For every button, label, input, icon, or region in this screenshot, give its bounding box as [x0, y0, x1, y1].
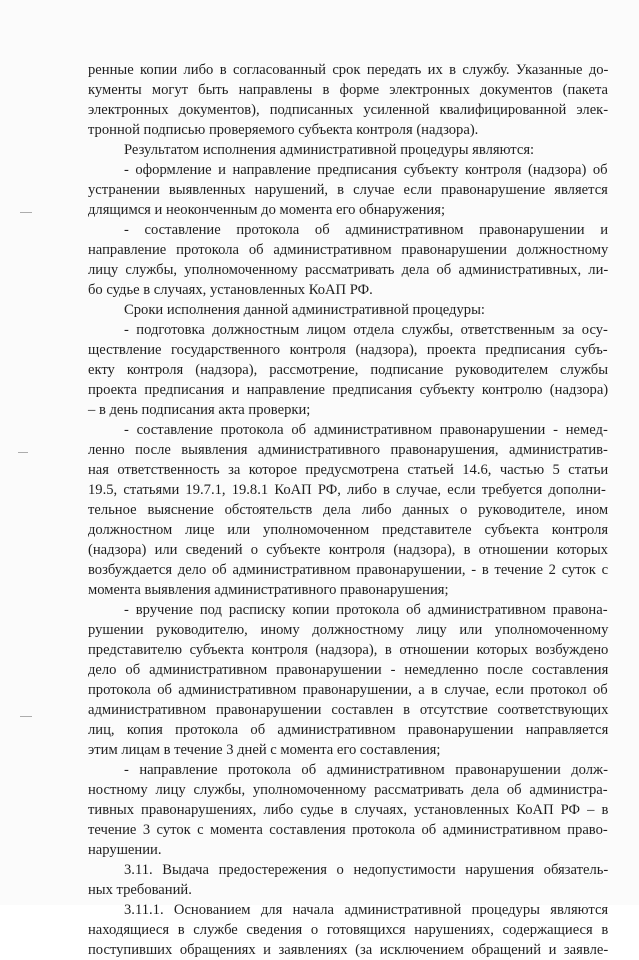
text-line: ленно после выявления административного правонарушения, административ-: [88, 442, 608, 458]
text-line: ная ответственность за которое предусмотрена статьей 14.6, частью 5 статьи: [88, 462, 609, 478]
text-line: ществление государственного контроля (надзора), проекта предписания субъ-: [88, 342, 608, 358]
text-line: (надзора) или сведений о субъекте контроля (надзора), в отношении которых: [88, 542, 608, 558]
text-line: - направление протокола об административном правонарушении долж-: [124, 762, 608, 778]
text-line: возбуждается дело об административном правонарушении, - в течение 2 суток с: [88, 562, 609, 578]
text-line: направление протокола об административном правонарушении должностному: [88, 242, 609, 258]
document-body: [88, 60, 608, 960]
text-line: тронной подписью проверяемого субъекта контроля (надзора).: [88, 122, 479, 138]
text-line: устранении выявленных нарушений, в случае если правонарушение является: [88, 182, 608, 198]
text-line: 19.5, статьями 19.7.1, 19.8.1 КоАП РФ, либо в случае, если требуется дополни-: [88, 482, 606, 498]
text-line: течение 3 суток с момента составления протокола об административном право-: [88, 822, 608, 838]
text-line: административном правонарушении составлен в отсутствие соответствующих: [88, 702, 609, 718]
text-line: лиц, копия протокола об административном правонарушении направляется: [88, 722, 609, 738]
scan-mark: [20, 716, 32, 717]
text-line: бо судье в случаях, установленных КоАП РФ.: [88, 282, 373, 298]
text-line: этим лицам в течение 3 дней с момента его составления;: [88, 742, 441, 758]
text-line: ных требований.: [88, 882, 192, 898]
text-line: поступивших обращениях и заявлениях (за исключением обращений и заявле-: [88, 942, 609, 958]
text-line: электронных документов), подписанных усиленной квалифицированной элек-: [88, 102, 609, 118]
text-line: проекта предписания и направление предписания субъекту контролю (надзора): [88, 382, 609, 398]
text-line: - составление протокола об административном правонарушении и: [124, 222, 609, 238]
text-line: лицу службы, уполномоченному рассматривать дела об административных, ли-: [88, 262, 609, 278]
text-line: длящимся и неоконченным до момента его обнаружения;: [88, 202, 446, 218]
text-line: тельное выяснение обстоятельств дела либо данных о руководителе, ином: [88, 502, 609, 518]
text-line: 3.11. Выдача предостережения о недопустимости нарушения обязатель-: [124, 862, 609, 878]
text-line: Сроки исполнения данной административной процедуры:: [124, 302, 485, 318]
text-line: представителю субъекта контроля (надзора), в отношении которых возбуждено: [88, 642, 609, 658]
text-line: екту контроля (надзора), рассмотрение, подписание руководителем службы: [88, 362, 609, 378]
text-line: дело об административном правонарушении - немедленно после составления: [88, 662, 609, 678]
text-line: должностном лице или уполномоченном представителе субъекта контроля: [88, 522, 609, 538]
text-line: кументы могут быть направлены в форме электронных документов (пакета: [88, 82, 609, 98]
text-line: 3.11.1. Основанием для начала административной процедуры являются: [124, 902, 609, 918]
text-line: - вручение под расписку копии протокола об административном правона-: [124, 602, 608, 618]
text-line: находящиеся в службе сведения о готовящихся нарушениях, содержащиеся в: [88, 922, 609, 938]
text-line: протокола об административном правонарушении, а в случае, если протокол об: [88, 682, 608, 698]
text-line: рушении руководителю, иному должностному лицу или уполномоченному: [88, 622, 609, 638]
scan-mark: [18, 452, 28, 453]
text-line: тивных правонарушениях, либо судье в случаях, установленных КоАП РФ – в: [88, 802, 609, 818]
text-line: – в день подписания акта проверки;: [88, 402, 311, 418]
text-line: - оформление и направление предписания субъекту контроля (надзора) об: [124, 162, 608, 178]
scan-mark: [20, 212, 32, 213]
text-line: нарушении.: [88, 842, 162, 858]
text-line: - составление протокола об административном правонарушении - немед-: [124, 422, 608, 438]
text-line: ренные копии либо в согласованный срок передать их в службу. Указанные до-: [88, 62, 609, 78]
text-line: - подготовка должностным лицом отдела службы, ответственным за осу-: [124, 322, 608, 338]
text-line: Результатом исполнения административной процедуры являются:: [124, 142, 535, 158]
text-line: момента выявления административного правонарушения;: [88, 582, 449, 598]
text-line: ностному лицу службы, уполномоченному рассматривать дела об администра-: [88, 782, 608, 798]
